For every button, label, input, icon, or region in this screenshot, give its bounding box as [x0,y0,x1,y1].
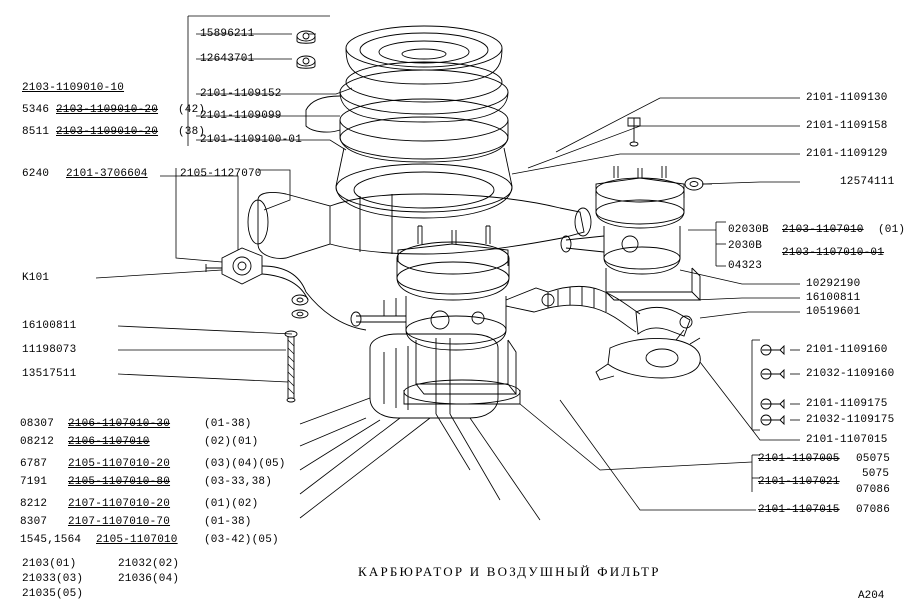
variant-right-0: 21032(02) [118,558,180,570]
group-carb-qty-2: 04323 [728,260,763,272]
bottom-right-part-4: 2101-1107015 [758,504,840,516]
label-qty-6240: 6240 [22,168,50,180]
bottom-right-part-2: 2101-1107021 [758,476,840,488]
label-2103-1109010-20-38: 2103-1109010-20 [56,126,159,138]
callout-10519601: 10519601 [806,306,861,318]
bl-suffix-5: (01-38) [204,516,252,528]
diagram-title: КАРБЮРАТОР И ВОЗДУШНЫЙ ФИЛЬТР [358,564,661,579]
bl-suffix-4: (01)(02) [204,498,259,510]
sheet-code: A204 [858,590,885,602]
label-2103-1109010-10: 2103-1109010-10 [22,82,125,94]
bl-suffix-6: (03-42)(05) [204,534,279,546]
callout-2101-1109100-01: 2101-1109100-01 [200,134,303,146]
label-2101-3706604: 2101-3706604 [66,168,148,180]
callout-21032-1109175: 21032-1109175 [806,414,895,426]
label-16100811-left: 16100811 [22,320,77,332]
bl-qty-2: 6787 [20,458,48,470]
label-2103-1109010-20-42: 2103-1109010-20 [56,104,159,116]
bl-part-6: 2105-1107010 [96,534,178,546]
label-suffix-38: (38) [178,126,206,138]
callout-10292190: 10292190 [806,278,861,290]
callout-15896211: 15896211 [200,28,255,40]
label-11198073: 11198073 [22,344,77,356]
callout-21032-1109160: 21032-1109160 [806,368,895,380]
bl-part-3: 2105-1107010-80 [68,476,171,488]
group-carb-part-0: 2103-1107010 [782,224,864,236]
callout-2101-1109129: 2101-1109129 [806,148,888,160]
variant-left-2: 21035(05) [22,588,84,600]
bl-qty-5: 8307 [20,516,48,528]
callout-16100811-right: 16100811 [806,292,861,304]
bottom-right-part-0: 2101-1107005 [758,453,840,465]
bl-suffix-1: (02)(01) [204,436,259,448]
bl-part-4: 2107-1107010-20 [68,498,171,510]
bottom-right-suffix-4: 07086 [856,504,891,516]
bottom-right-suffix-3: 07086 [856,484,891,496]
variant-right-1: 21036(04) [118,573,180,585]
bl-suffix-0: (01-38) [204,418,252,430]
group-carb-part-1: 2103-1107010-01 [782,247,885,259]
callout-2101-1109152: 2101-1109152 [200,88,282,100]
bl-suffix-3: (03-33,38) [204,476,273,488]
callout-2101-1109160: 2101-1109160 [806,344,888,356]
variant-left-0: 2103(01) [22,558,77,570]
group-carb-qty-0: 02030B [728,224,769,236]
label-K101: K101 [22,272,50,284]
bl-qty-1: 08212 [20,436,55,448]
callout-2101-1109099: 2101-1109099 [200,110,282,122]
bottom-right-suffix-1: 5075 [862,468,890,480]
bl-part-0: 2106-1107010-30 [68,418,171,430]
bl-part-5: 2107-1107010-70 [68,516,171,528]
label-qty-8511: 8511 [22,126,50,138]
label-suffix-42: (42) [178,104,206,116]
bl-qty-4: 8212 [20,498,48,510]
bl-qty-6: 1545,1564 [20,534,82,546]
bottom-right-suffix-0: 05075 [856,453,891,465]
variant-left-1: 21033(03) [22,573,84,585]
label-2105-1127070: 2105-1127070 [180,168,262,180]
callout-2101-1109158: 2101-1109158 [806,120,888,132]
bl-suffix-2: (03)(04)(05) [204,458,286,470]
bl-qty-3: 7191 [20,476,48,488]
group-carb-qty-1: 2030B [728,240,763,252]
label-13517511: 13517511 [22,368,77,380]
callout-2101-1107015: 2101-1107015 [806,434,888,446]
group-carb-suffix-0: (01) [878,224,906,236]
callout-2101-1109130: 2101-1109130 [806,92,888,104]
callout-12574111: 12574111 [840,176,895,188]
bl-qty-0: 08307 [20,418,55,430]
label-qty-5346: 5346 [22,104,50,116]
bl-part-2: 2105-1107010-20 [68,458,171,470]
callout-12643701: 12643701 [200,53,255,65]
callout-2101-1109175: 2101-1109175 [806,398,888,410]
bl-part-1: 2106-1107010 [68,436,150,448]
